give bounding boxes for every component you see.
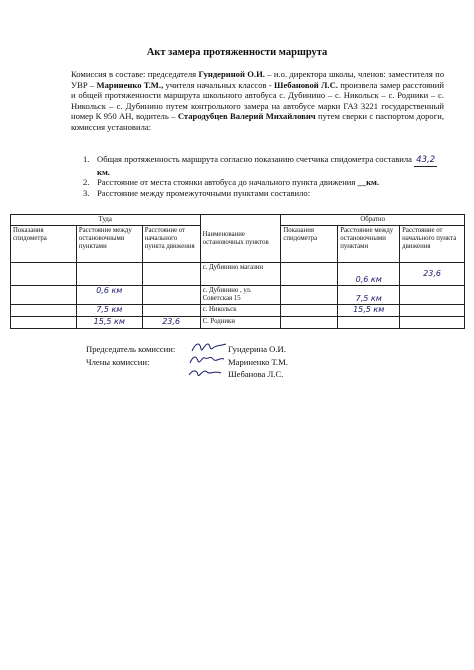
handwritten-cell: 15,5 км bbox=[76, 317, 142, 329]
stop-name-cell: с. Дубинино магазин bbox=[200, 263, 281, 286]
table-cell bbox=[142, 286, 200, 305]
table-cell bbox=[11, 286, 77, 305]
table-cell bbox=[400, 286, 465, 305]
item-unit: км. bbox=[366, 177, 380, 188]
handwritten-cell: 7,5 км bbox=[338, 286, 400, 305]
list-item bbox=[83, 177, 443, 188]
member1-name-bold: Мариненко Т.М., bbox=[96, 79, 164, 90]
item-number: 3. bbox=[83, 187, 90, 198]
list-item bbox=[83, 154, 443, 177]
table-cell bbox=[11, 317, 77, 329]
column-header: Расстояние между остановочными пунктами bbox=[76, 226, 142, 263]
item-number: 2. bbox=[83, 177, 90, 188]
member2-name-bold: Шебановой Л.С. bbox=[274, 79, 338, 90]
chair-name-bold: Гундериной О.И. bbox=[198, 69, 265, 79]
intro-text-2: – и.о. директора школы, членов: заместителя по УВР – bbox=[71, 69, 445, 90]
intro-paragraph bbox=[71, 69, 444, 133]
group-there-header: Туда bbox=[11, 215, 201, 226]
item-unit: км. bbox=[97, 166, 110, 177]
item-blank-value: __ bbox=[357, 177, 367, 188]
handwritten-cell: 23,6 bbox=[400, 263, 465, 286]
signature-name: Гундерина О.И. bbox=[228, 344, 286, 354]
table-cell bbox=[142, 263, 200, 286]
table-row bbox=[11, 305, 465, 317]
handwritten-cell: 7,5 км bbox=[76, 305, 142, 317]
column-header: Показания спидометра bbox=[11, 226, 77, 263]
distances-table bbox=[10, 214, 465, 329]
table-cell bbox=[281, 263, 338, 286]
handwritten-cell: 0,6 км bbox=[76, 286, 142, 305]
stop-name-cell: с. Никольск bbox=[200, 305, 281, 317]
table-row bbox=[11, 286, 465, 305]
column-header: Показания спидометра bbox=[281, 226, 338, 263]
item-number: 1. bbox=[83, 154, 90, 164]
table-cell bbox=[400, 317, 465, 329]
intro-text-4: произвела замер расстояний и общей протяженности маршрута школьного автобуса с. Дубинино – с. Никольск – с. Родники – с. Никольск – с. Дубинино путем контрольного замера на автобусе марки ГАЗ 3221 государственный номер К 950 АН, водитель – bbox=[71, 79, 444, 122]
handwritten-cell: 0,6 км bbox=[338, 263, 400, 286]
table-cell bbox=[281, 305, 338, 317]
table-cell bbox=[338, 317, 400, 329]
table-cell bbox=[142, 305, 200, 317]
driver-name-bold: Стародубцев Валерий Михайлович bbox=[177, 111, 316, 122]
signature-line-chair bbox=[86, 343, 288, 356]
table-cell bbox=[11, 305, 77, 317]
table-cell bbox=[11, 263, 77, 286]
handwritten-signature-member1 bbox=[188, 353, 226, 367]
table-cell bbox=[281, 317, 338, 329]
table-group-row bbox=[11, 215, 465, 226]
handwritten-cell: 15,5 км bbox=[338, 305, 400, 317]
table-cell bbox=[76, 263, 142, 286]
column-header: Наименование остановочных пунктов bbox=[200, 215, 281, 263]
intro-text-5: путем сверки с паспортом дороги, комиссия установила: bbox=[71, 111, 444, 132]
handwritten-signature-chair bbox=[190, 340, 228, 354]
signature-role: Члены комиссии: bbox=[86, 356, 150, 367]
column-header: Расстояние от начального пункта движения bbox=[400, 226, 465, 263]
table-cell bbox=[281, 286, 338, 305]
table-cell bbox=[400, 305, 465, 317]
handwritten-signature-member2 bbox=[186, 366, 224, 380]
item-text: Расстояние между промежуточными пунктами составило: bbox=[97, 187, 311, 198]
item-text: Общая протяженность маршрута согласно показанию счетчика спидометра составила bbox=[97, 154, 413, 164]
document-title: Акт замера протяженности маршрута bbox=[146, 47, 328, 58]
group-back-header: Обратно bbox=[281, 215, 465, 226]
stop-name-cell: с. Дубинино , ул. Советская 15 bbox=[200, 286, 281, 305]
table-row bbox=[11, 317, 465, 329]
list-item bbox=[83, 188, 443, 199]
table-row bbox=[11, 263, 465, 286]
signature-name: Мариненко Т.М. bbox=[228, 356, 288, 367]
findings-list bbox=[83, 154, 443, 198]
column-header: Расстояние от начального пункта движения bbox=[142, 226, 200, 263]
stop-name-cell: С. Родники bbox=[200, 317, 281, 329]
intro-text-1: Комиссия в составе: председателя bbox=[71, 69, 197, 79]
signature-name: Шебанова Л.С. bbox=[228, 369, 284, 379]
column-header: Расстояние между остановочными пунктами bbox=[338, 226, 400, 263]
handwritten-total-value: 43,2 bbox=[416, 155, 436, 165]
signature-role: Председатель комиссии: bbox=[86, 344, 176, 354]
handwritten-cell: 23,6 bbox=[142, 317, 200, 329]
intro-text-3: учителя начальных классов - bbox=[165, 79, 272, 90]
item-text: Расстояние от места стоянки автобуса до начального пункта движения bbox=[97, 177, 356, 188]
